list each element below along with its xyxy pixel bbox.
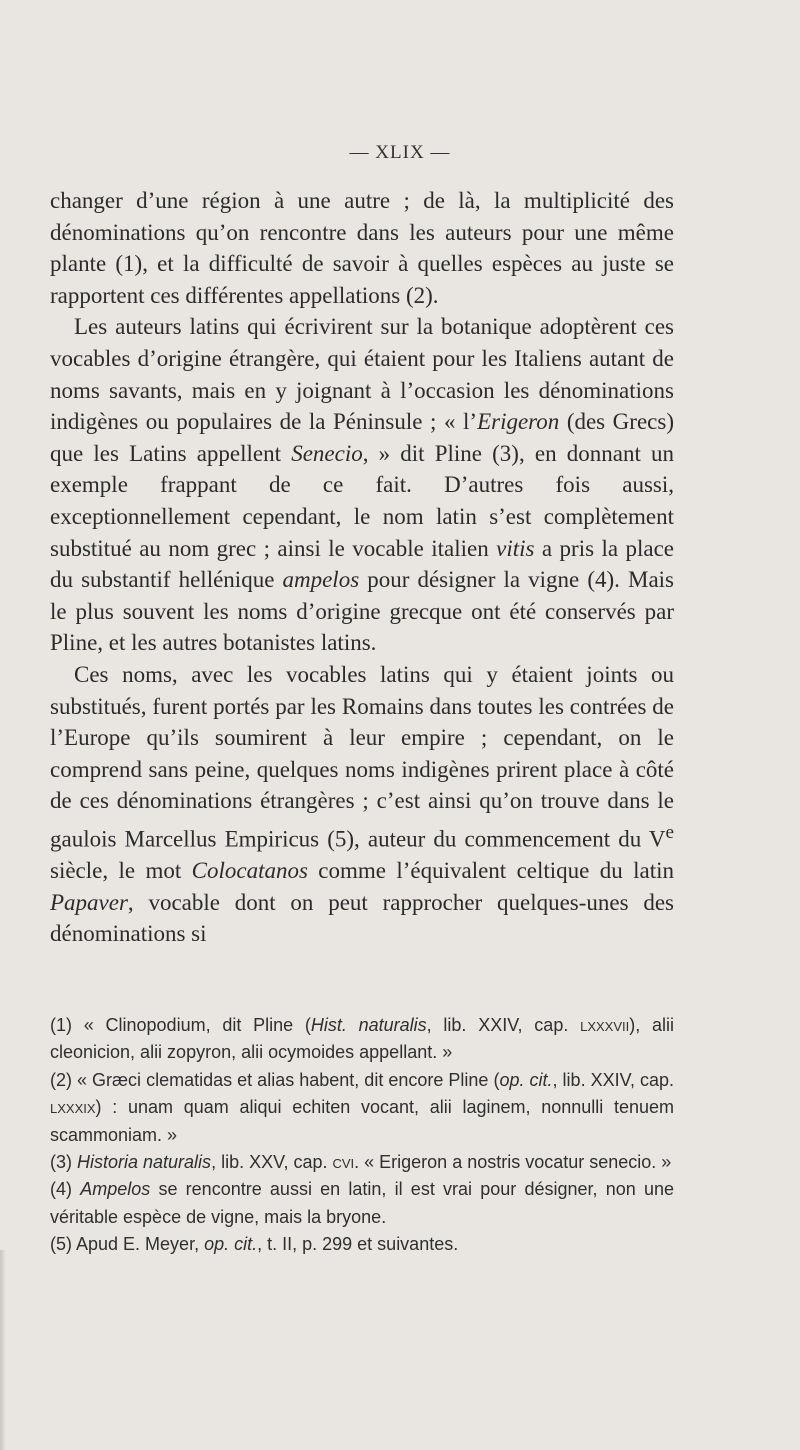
footnote-1: (1) « Clinopodium, dit Pline (Hist. naturalis, lib. XXIV, cap. lxxxvii), alii cleonicion, alii zopyron, alii ocymoides appellant. » [50, 1015, 674, 1063]
footnote-3: (3) Historia naturalis, lib. XXV, cap. cvi. « Erigeron a nostris vocatur senecio. » [50, 1152, 672, 1173]
term-ampelos: ampelos [282, 567, 360, 593]
paragraph-2: Les auteurs latins qui écrivirent sur la botanique adoptèrent ces vocables d’origine étrangère, qui étaient pour les Italiens autant de noms savants, mais en y joignant à l’occasion les dénominations indigènes ou populaires de la Péninsule ; « l’Erigeron (des Grecs) que les Latins appellent Senecio, » dit Pline (3), en donnant un exemple frappant de ce fait. D’autres fois aussi, exceptionnellement cependant, le nom latin s’est complètement substitué au nom grec ; ainsi le vocable italien vitis a pris la place du substantif hellénique ampelos pour désigner la vigne (4). Mais le plus souvent les noms d’origine grecque ont été conservés par Pline, et les autres botanistes latins. [50, 314, 675, 656]
footnote-4: (4) Ampelos se rencontre aussi en latin, il est vrai pour désigner, non une véritable espèce de vigne, mais la bryone. [50, 1179, 675, 1227]
footnote-5: (5) Apud E. Meyer, op. cit., t. II, p. 299 et suivantes. [50, 1234, 459, 1255]
footnotes [50, 1012, 674, 1259]
term-colocatanos: Colocatanos [191, 858, 308, 884]
term-erigeron: Erigeron [477, 409, 560, 435]
footnote-2: (2) « Græci clematidas et alias habent, dit encore Pline (op. cit., lib. XXIV, cap. lxxxix) : unam quam aliqui echiten vocant, alii laginem, nonnulli tenuem scammoniam. » [50, 1069, 675, 1145]
term-senecio: Senecio [291, 440, 363, 466]
paragraph-1: changer d’une région à une autre ; de là, la multiplicité des dénominations qu’on rencontre dans les auteurs pour une même plante (1), et la difficulté de savoir à quelles espèces au juste se rapportent ces différentes appellations (2). [50, 188, 674, 308]
paragraph-3: Ces noms, avec les vocables latins qui y étaient joints ou substitués, furent portés par les Romains dans toutes les contrées de l’Europe qu’ils soumirent à leur empire ; cependant, on le comprend sans peine, quelques noms indigènes prirent place à côté de ces dénominations étrangères ; c’est ainsi qu’on trouve dans le gaulois Marcellus Empiricus (5), auteur du commencement du Ve siècle, le mot Colocatanos comme l’équivalent celtique du latin Papaver, vocable dont on peut rapprocher quelques-unes des dénominations si [50, 661, 674, 947]
term-papaver: Papaver [50, 889, 128, 915]
term-vitis: vitis [496, 535, 535, 561]
page-edge-shadow [0, 1250, 6, 1450]
main-text [50, 185, 674, 950]
running-head: — XLIX — [349, 142, 451, 163]
